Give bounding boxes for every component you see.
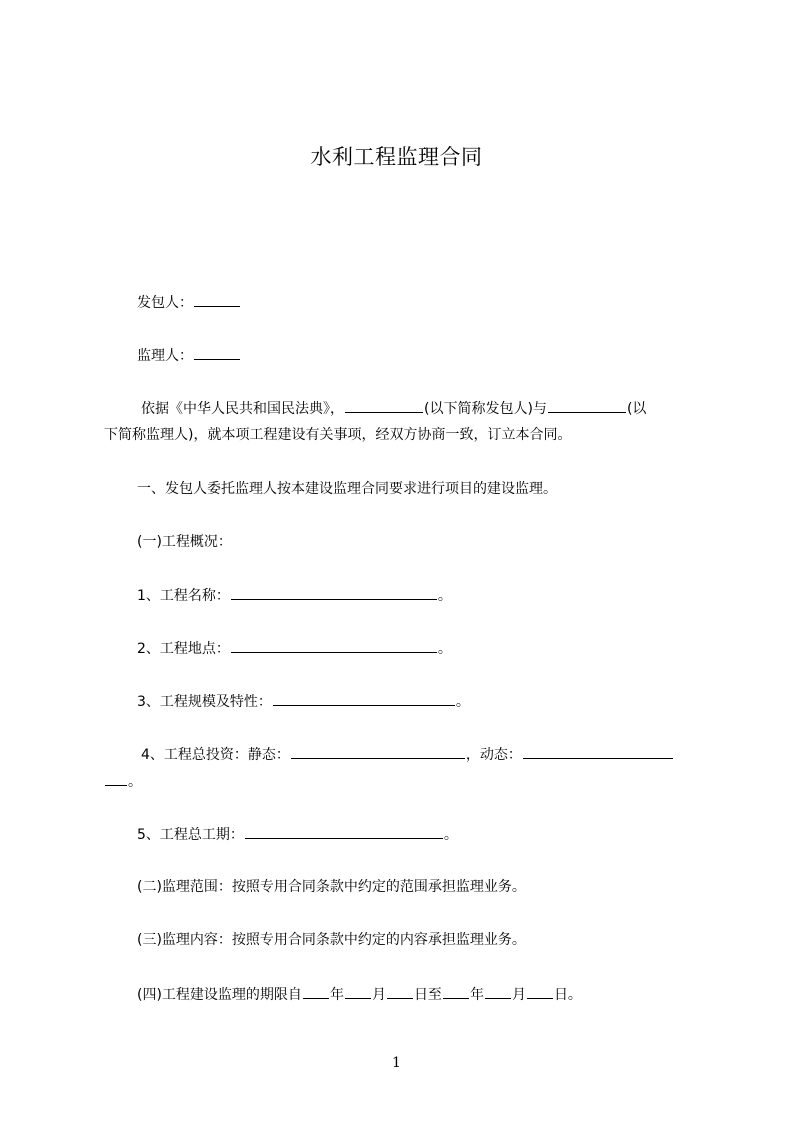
sub-three-content: (三)监理内容：按照专用合同条款中约定的内容承担监理业务。 xyxy=(137,932,526,948)
project-scale-blank xyxy=(273,691,455,706)
end-year-blank xyxy=(443,984,469,999)
intro-text-2: (以下简称发包人)与 xyxy=(424,401,547,417)
item-investment-line-1 xyxy=(141,744,674,765)
intro-line-1 xyxy=(141,398,646,419)
dynamic-investment-blank-cont xyxy=(105,771,127,786)
start-day-blank xyxy=(387,984,413,999)
month-label: 月 xyxy=(371,987,386,1003)
project-location-blank xyxy=(231,638,437,653)
dynamic-label: ，动态： xyxy=(465,747,522,763)
project-duration-blank xyxy=(245,824,443,839)
period: 。 xyxy=(443,827,458,843)
project-location-label: 2、工程地点： xyxy=(137,641,230,657)
intro-text-4: 下简称监理人)，就本项工程建设有关事项，经双方协商一致，订立本合同。 xyxy=(104,427,572,443)
period-prefix: (四)工程建设监理的期限自 xyxy=(137,987,302,1003)
year-label: 年 xyxy=(469,987,484,1003)
item-project-scale xyxy=(137,691,470,712)
period: 。 xyxy=(437,588,452,604)
page-number: 1 xyxy=(392,1055,401,1071)
day-to-label: 日至 xyxy=(413,987,442,1003)
intro-text-1: 依据《中华人民共和国民法典》， xyxy=(141,401,344,417)
employer-name-blank xyxy=(345,398,423,413)
end-day-blank xyxy=(527,984,553,999)
employer-blank xyxy=(194,292,240,307)
document-title: 水利工程监理合同 xyxy=(310,145,483,169)
section-one: 一、发包人委托监理人按本建设监理合同要求进行项目的建设监理。 xyxy=(137,481,557,497)
sub-four-period xyxy=(137,984,582,1005)
period: 。 xyxy=(455,694,470,710)
static-investment-blank xyxy=(291,744,465,759)
employer-line xyxy=(137,292,241,313)
item-investment-line-2 xyxy=(104,771,142,792)
period: 。 xyxy=(437,641,452,657)
project-scale-label: 3、工程规模及特性： xyxy=(137,694,272,710)
supervisor-line xyxy=(137,345,241,366)
item-project-name xyxy=(137,585,452,606)
day-end-label: 日。 xyxy=(553,987,582,1003)
period: 。 xyxy=(128,774,142,790)
supervisor-name-blank xyxy=(548,398,626,413)
year-label: 年 xyxy=(329,987,344,1003)
sub-two-scope: (二)监理范围：按照专用合同条款中约定的范围承担监理业务。 xyxy=(137,879,526,895)
supervisor-label: 监理人： xyxy=(137,348,193,364)
intro-line-2 xyxy=(104,425,571,445)
employer-label: 发包人： xyxy=(137,295,193,311)
end-month-blank xyxy=(485,984,511,999)
project-duration-label: 5、工程总工期： xyxy=(137,827,244,843)
month-label: 月 xyxy=(511,987,526,1003)
project-name-blank xyxy=(231,585,437,600)
supervisor-blank xyxy=(194,345,240,360)
start-month-blank xyxy=(345,984,371,999)
project-name-label: 1、工程名称： xyxy=(137,588,230,604)
item-project-location xyxy=(137,638,452,659)
investment-label: 4、工程总投资：静态： xyxy=(141,747,290,763)
start-year-blank xyxy=(303,984,329,999)
dynamic-investment-blank xyxy=(523,744,673,759)
sub-one-heading: (一)工程概况： xyxy=(137,534,232,550)
intro-text-3: (以 xyxy=(626,401,647,417)
item-project-duration xyxy=(137,824,458,845)
